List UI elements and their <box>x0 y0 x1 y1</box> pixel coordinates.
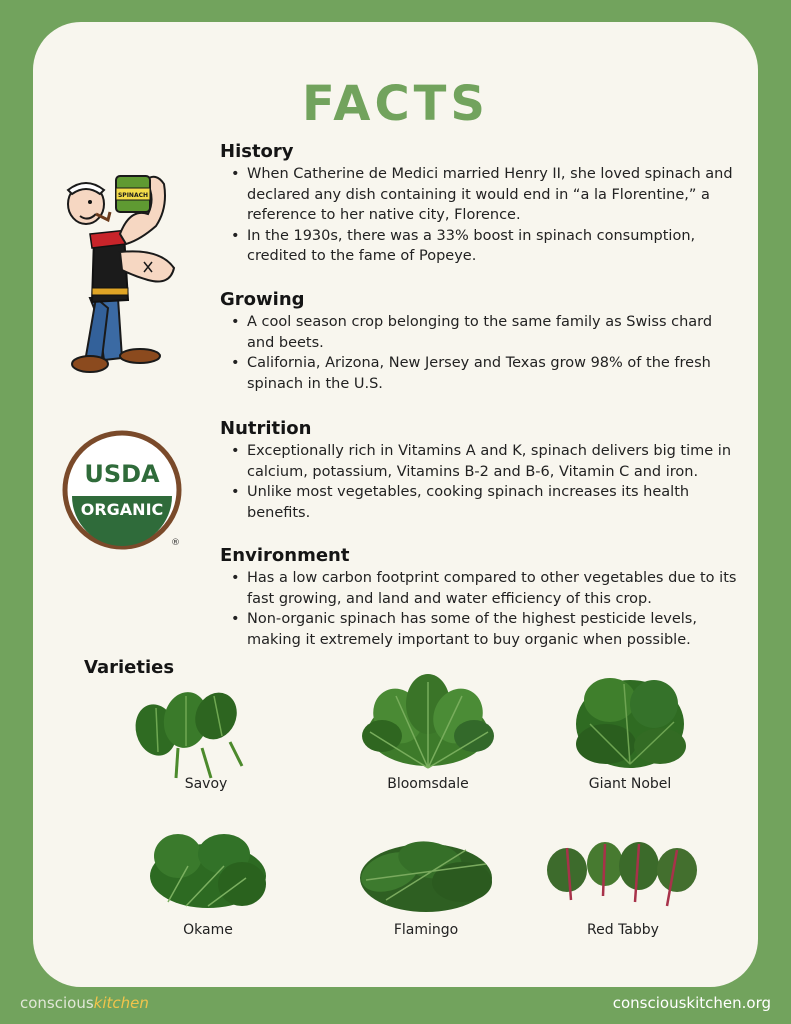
nutrition-heading: Nutrition <box>220 418 312 439</box>
varieties-heading: Varieties <box>84 657 175 678</box>
page-title: FACTS <box>302 76 489 132</box>
growing-item: • A cool season crop belonging to the same family as Swiss chard and beets. <box>220 312 740 353</box>
organic-text: ORGANIC <box>80 500 164 519</box>
variety-okame <box>128 826 288 956</box>
variety-giant-nobel <box>550 664 710 794</box>
growing-heading: Growing <box>220 289 305 310</box>
variety-label: Savoy <box>184 776 228 792</box>
footer-website[interactable]: consciouskitchen.org <box>612 994 771 1012</box>
popeye-illustration <box>60 168 185 378</box>
okame-spinach-image <box>128 826 288 918</box>
flamingo-spinach-image <box>346 830 506 920</box>
history-item: • In the 1930s, there was a 33% boost in spinach consumption, credited to the fame of Popeye. <box>220 226 740 267</box>
nutrition-item: • Unlike most vegetables, cooking spinach increases its health benefits. <box>220 482 740 523</box>
history-heading: History <box>220 141 294 162</box>
nutrition-item: • Exceptionally rich in Vitamins A and K, spinach delivers big time in calcium, potassium, Vitamins B-2 and B-6, Vitamin C and iron. <box>220 441 740 482</box>
usda-organic-logo <box>62 430 184 552</box>
footer-brand-logo <box>20 994 149 1012</box>
savoy-spinach-image <box>126 688 286 788</box>
environment-item: • Has a low carbon footprint compared to other vegetables due to its fast growing, and land and water efficiency of this crop. <box>220 568 740 609</box>
history-item: • When Catherine de Medici married Henry II, she loved spinach and declared any dish containing it would end in “a la Florentine,” a reference to her native city, Florence. <box>220 164 740 226</box>
bloomsdale-spinach-image <box>348 672 508 776</box>
nutrition-section <box>220 418 740 523</box>
environment-item: • Non-organic spinach has some of the highest pesticide levels, making it extremely important to buy organic when possible. <box>220 609 740 650</box>
history-section <box>220 141 740 267</box>
environment-heading: Environment <box>220 545 350 566</box>
usda-text: USDA <box>84 460 160 488</box>
variety-red-tabby <box>543 836 703 966</box>
spinach-can-text: SPINACH <box>117 192 149 199</box>
variety-savoy <box>126 688 286 818</box>
variety-label: Bloomsdale <box>387 776 469 792</box>
giant-nobel-spinach-image <box>550 664 710 776</box>
growing-section <box>220 289 740 394</box>
variety-label: Okame <box>183 922 233 938</box>
brand-suffix: kitchen <box>93 994 149 1012</box>
variety-label: Giant Nobel <box>588 776 672 792</box>
environment-section <box>220 545 740 650</box>
growing-item: • California, Arizona, New Jersey and Texas grow 98% of the fresh spinach in the U.S. <box>220 353 740 394</box>
brand-prefix: conscious <box>20 994 94 1012</box>
variety-bloomsdale <box>348 672 508 802</box>
variety-flamingo <box>346 830 506 960</box>
variety-label: Flamingo <box>393 922 459 938</box>
red-tabby-spinach-image <box>543 836 703 916</box>
variety-label: Red Tabby <box>587 922 659 938</box>
registered-mark: ® <box>171 538 180 548</box>
